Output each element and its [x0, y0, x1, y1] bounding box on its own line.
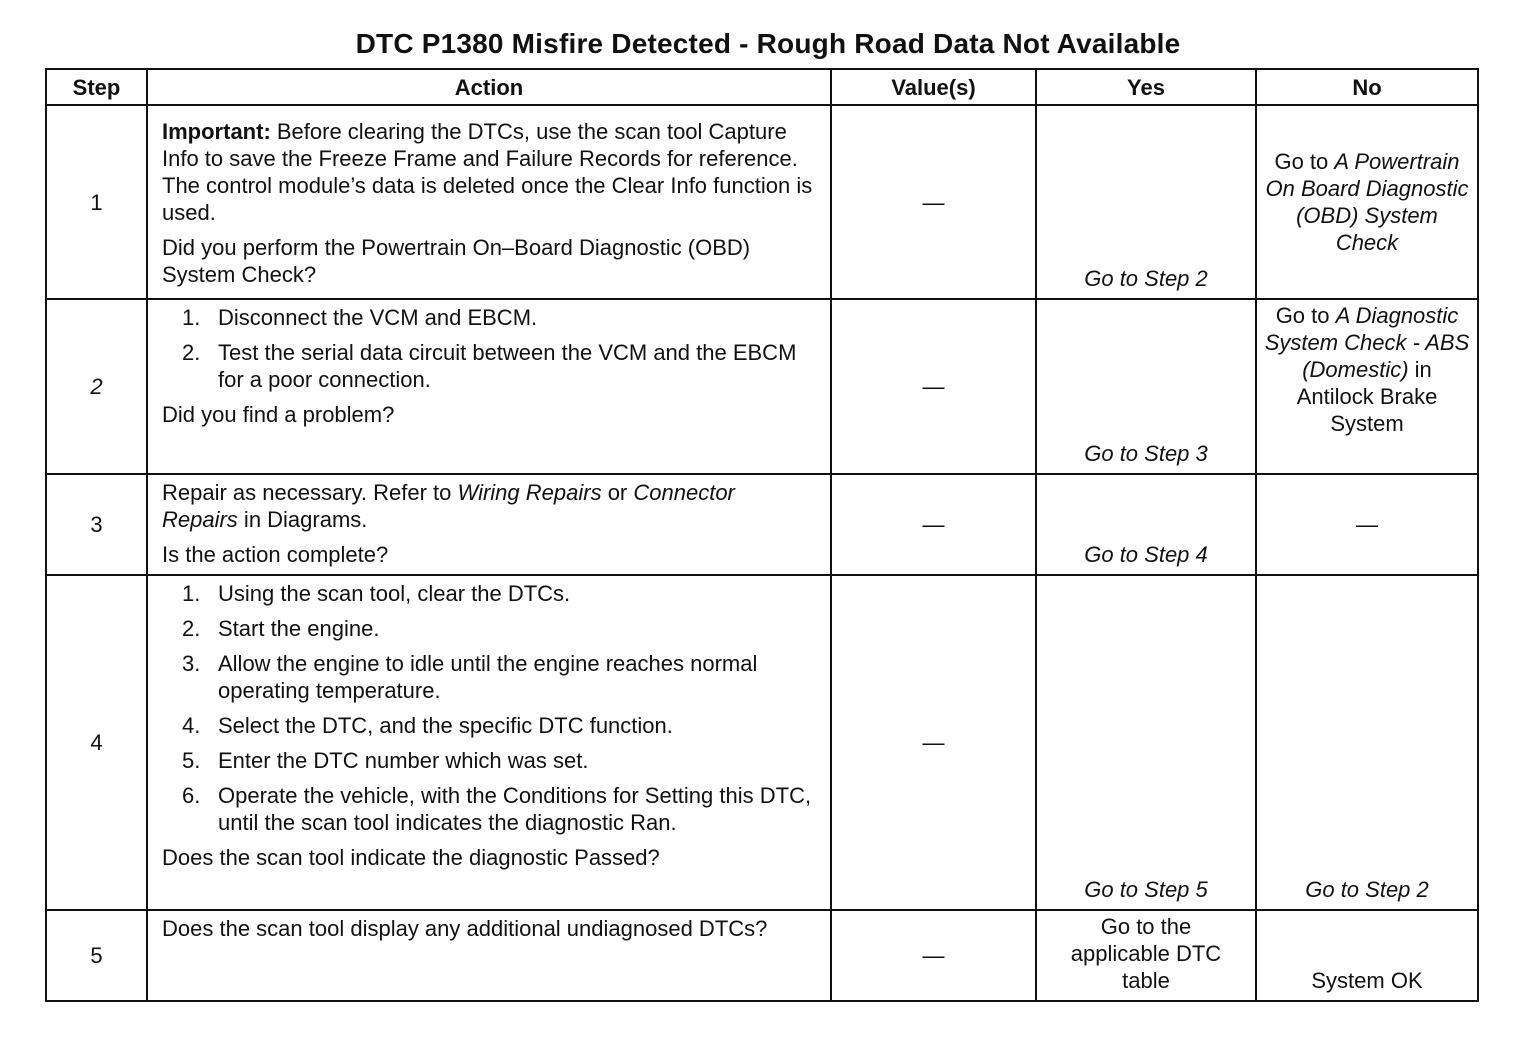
header-yes: Yes: [1036, 69, 1256, 105]
table-row: [46, 105, 1478, 299]
list-item: 2. Start the engine.: [182, 616, 380, 641]
no-cell: System OK: [1256, 910, 1478, 1001]
wiring-repairs-reference: Wiring Repairs: [457, 480, 602, 505]
list-item: 3. Allow the engine to idle until the engine reaches normal operating temperature.: [182, 651, 758, 703]
step-number: 3: [46, 474, 147, 575]
table-row: [46, 299, 1478, 474]
list-item: 6. Operate the vehicle, with the Conditions for Setting this DTC, until the scan tool indicates the diagnostic Ran.: [182, 783, 812, 835]
action-text-part: Repair as necessary. Refer to: [162, 480, 458, 505]
yes-cell: Go to Step 2: [1036, 105, 1256, 299]
header-step: Step: [46, 69, 147, 105]
action-text-part: in Diagrams.: [237, 507, 368, 532]
list-item: 4. Select the DTC, and the specific DTC function.: [182, 713, 673, 738]
list-item-text: Using the scan tool, clear the DTCs.: [218, 581, 571, 606]
list-item-text: Test the serial data circuit between the VCM and the EBCM for a poor connection.: [218, 340, 797, 392]
table-row: [46, 575, 1478, 910]
important-text: Before clearing the DTCs, use the scan tool Capture Info to save the Freeze Frame and Failure Records for reference. The control module’s data is deleted once the Clear Info function is used.: [162, 119, 813, 225]
no-suffix: in Antilock Brake System: [1296, 357, 1438, 436]
no-cell: —: [1256, 474, 1478, 575]
value-cell: —: [831, 910, 1036, 1001]
no-reference: A Diagnostic System Check - ABS (Domestic): [1264, 303, 1470, 382]
action-steps-list: [162, 304, 816, 393]
list-item: 5. Enter the DTC number which was set.: [182, 748, 589, 773]
action-question: Does the scan tool indicate the diagnostic Passed?: [162, 845, 660, 870]
value-cell: —: [831, 299, 1036, 474]
list-item-text: Enter the DTC number which was set.: [218, 748, 589, 773]
value-cell: —: [831, 474, 1036, 575]
important-label: Important:: [162, 119, 271, 144]
list-item: 2. Test the serial data circuit between the VCM and the EBCM for a poor connection.: [182, 340, 797, 392]
action-cell: [147, 105, 831, 299]
value-cell: —: [831, 575, 1036, 910]
action-cell: [147, 575, 831, 910]
header-no: No: [1256, 69, 1478, 105]
action-question: Did you perform the Powertrain On–Board Diagnostic (OBD) System Check?: [162, 235, 751, 287]
connector-repairs-reference: Connector Repairs: [162, 480, 735, 532]
list-item-text: Start the engine.: [218, 616, 380, 641]
no-prefix: Go to: [1274, 149, 1335, 174]
action-question: Is the action complete?: [162, 542, 389, 567]
list-item-text: Operate the vehicle, with the Conditions for Setting this DTC, until the scan tool indicates the diagnostic Ran.: [218, 783, 812, 835]
list-item-text: Select the DTC, and the specific DTC function.: [218, 713, 673, 738]
action-steps-list: [162, 580, 816, 836]
action-cell: [147, 299, 831, 474]
list-item-text: Disconnect the VCM and EBCM.: [218, 305, 538, 330]
action-cell: [147, 474, 831, 575]
header-values: Value(s): [831, 69, 1036, 105]
list-item: 1. Using the scan tool, clear the DTCs.: [182, 581, 571, 606]
list-item: 1. Disconnect the VCM and EBCM.: [182, 305, 538, 330]
header-action: Action: [147, 69, 831, 105]
list-item-text: Allow the engine to idle until the engine reaches normal operating temperature.: [218, 651, 758, 703]
table-row: [46, 474, 1478, 575]
important-note: [162, 118, 816, 226]
yes-cell: Go to the applicable DTC table: [1036, 910, 1256, 1001]
action-cell: [147, 910, 831, 1001]
step-number: 4: [46, 575, 147, 910]
page-title: DTC P1380 Misfire Detected - Rough Road Data Not Available: [355, 28, 1181, 59]
action-text-part: or: [601, 480, 634, 505]
step-number: 2: [46, 299, 147, 474]
no-prefix: Go to: [1275, 303, 1336, 328]
yes-cell: Go to Step 3: [1036, 299, 1256, 474]
no-cell: [1256, 105, 1478, 299]
no-cell: [1256, 299, 1478, 474]
action-question: Does the scan tool display any additional undiagnosed DTCs?: [162, 916, 768, 941]
header-row: [46, 69, 1478, 105]
value-cell: —: [831, 105, 1036, 299]
action-text: [162, 479, 816, 533]
diagnostic-table: [45, 68, 1479, 1002]
no-cell: Go to Step 2: [1256, 575, 1478, 910]
step-number: 5: [46, 910, 147, 1001]
action-question: Did you find a problem?: [162, 402, 395, 427]
yes-cell: Go to Step 5: [1036, 575, 1256, 910]
table-row: [46, 910, 1478, 1001]
step-number: 1: [46, 105, 147, 299]
yes-cell: Go to Step 4: [1036, 474, 1256, 575]
no-reference: A Powertrain On Board Diagnostic (OBD) System Check: [1265, 149, 1469, 255]
